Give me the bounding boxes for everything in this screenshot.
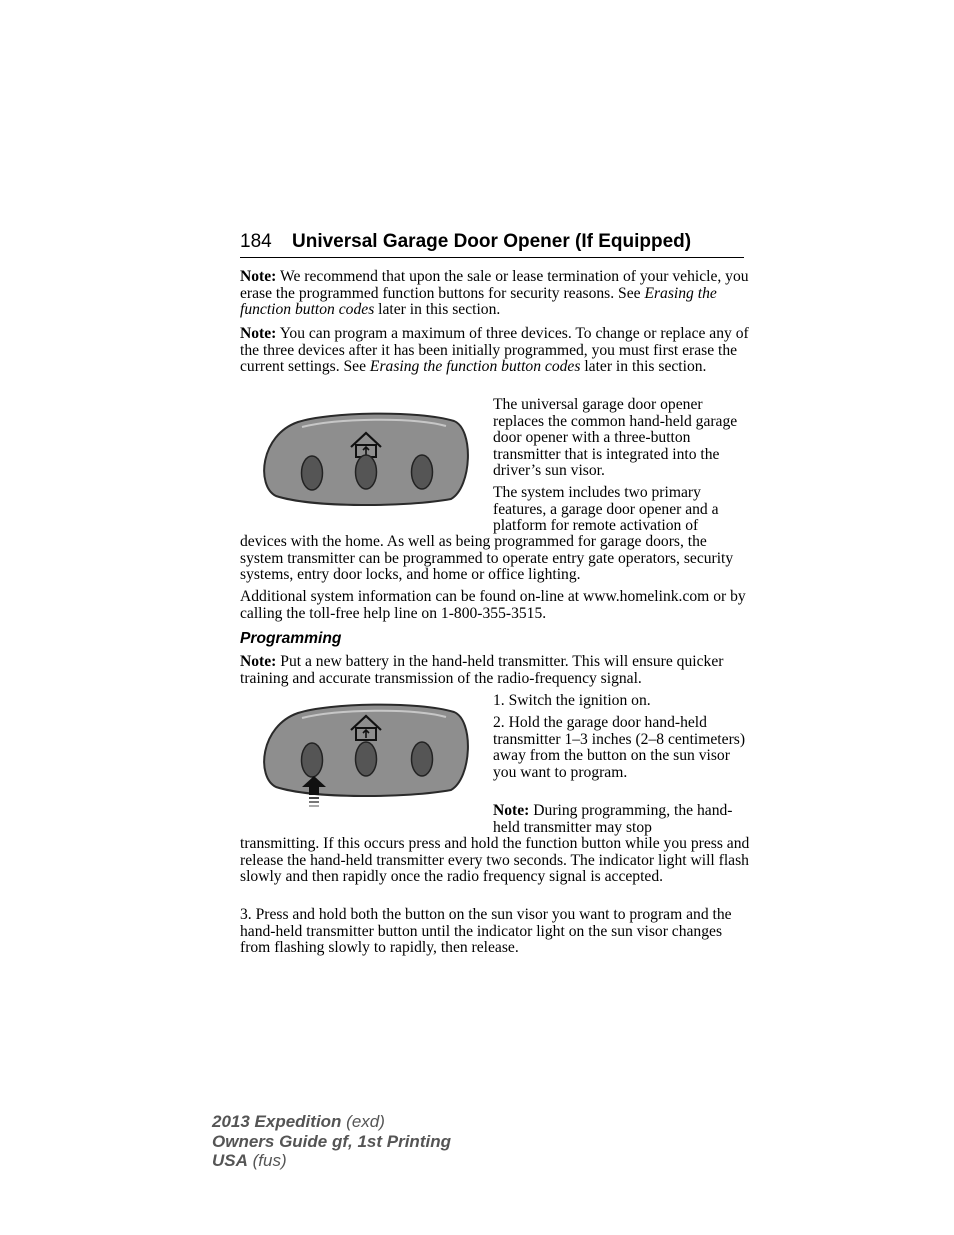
page-header — [240, 229, 744, 258]
programming-heading: Programming — [240, 630, 342, 647]
note-text: You can program a maximum of three devices. To change or replace any of the three devices after it has been initially programmed, you must first erase the current settings. See — [240, 325, 749, 376]
footer-printing: Owners Guide gf, 1st Printing — [212, 1131, 451, 1151]
cross-reference: Erasing the function button codes — [240, 284, 717, 319]
note-label: Note: — [240, 268, 277, 285]
note-text: During programming, the hand-held transmitter may stop — [493, 802, 733, 836]
cross-reference: Erasing the function button codes — [369, 358, 581, 376]
note-label: Note: — [493, 802, 530, 819]
note-label: Note: — [240, 653, 277, 670]
step-3: 3. Press and hold both the button on the sun visor you want to program and the hand-held transmitter button until the indicator light on the sun visor changes from flashing slowly to rapidly, then release. — [240, 906, 732, 957]
step-1: 1. Switch the ignition on. — [493, 692, 651, 709]
intro-right-paragraph-2: The system includes two primary features, a garage door opener and a platform for remote activation of — [493, 484, 719, 535]
transmitter-programming-illustration — [258, 700, 474, 810]
footer-model-code: (exd) — [341, 1112, 385, 1131]
programming-note — [493, 803, 748, 836]
note-max-devices-paragraph — [240, 326, 750, 376]
intro-right-paragraph-1: The universal garage door opener replaces the common hand-held garage door opener with a three-button transmitter that is integrated into the driver’s sun visor. — [493, 396, 738, 480]
function-button-1 — [302, 456, 323, 490]
sun-visor-transmitter-illustration — [258, 409, 474, 515]
note-text: Put a new battery in the hand-held transmitter. This will ensure quicker training and accurate transmission of the radio-frequency signal. — [240, 653, 724, 687]
footer-line-3 — [212, 1151, 451, 1171]
footer-market: USA — [212, 1151, 248, 1170]
note-erase-paragraph — [240, 269, 750, 319]
page-footer — [212, 1112, 451, 1171]
function-button-2 — [356, 455, 377, 489]
function-button-1 — [302, 743, 323, 777]
page-title: Universal Garage Door Opener (If Equipped) — [292, 231, 692, 252]
footer-market-code: (fus) — [247, 1151, 287, 1170]
note-text: We recommend that upon the sale or lease termination of your vehicle, you erase the programmed function buttons for security reasons. See — [240, 268, 749, 302]
additional-info-paragraph: Additional system information can be found on-line at www.homelink.com or by calling the toll-free help line on 1-800-355-3515. — [240, 588, 746, 622]
function-button-2 — [356, 742, 377, 776]
note-label: Note: — [240, 325, 277, 342]
intro-continued-paragraph: devices with the home. As well as being programmed for garage doors, the system transmitter can be programmed to operate entry gate operators, security systems, entry door locks, and home or office lighting. — [240, 533, 734, 584]
page-number: 184 — [240, 231, 272, 252]
note-text-end: later in this section. — [374, 301, 501, 319]
note-text-end: later in this section. — [580, 358, 707, 376]
footer-line-2 — [212, 1132, 451, 1152]
function-button-3 — [412, 742, 433, 776]
footer-line-1 — [212, 1112, 451, 1132]
function-button-3 — [412, 455, 433, 489]
programming-note-continued: transmitting. If this occurs press and hold the function button while you press and release the hand-held transmitter every two seconds. The indicator light will flash slowly and then rapidly once the radio frequency signal is accepted. — [240, 835, 750, 886]
footer-model: 2013 Expedition — [212, 1112, 342, 1131]
step-2: 2. Hold the garage door hand-held transmitter 1–3 inches (2–8 centimeters) away from the button on the sun visor you want to program. — [493, 714, 746, 781]
battery-note-paragraph — [240, 654, 750, 687]
